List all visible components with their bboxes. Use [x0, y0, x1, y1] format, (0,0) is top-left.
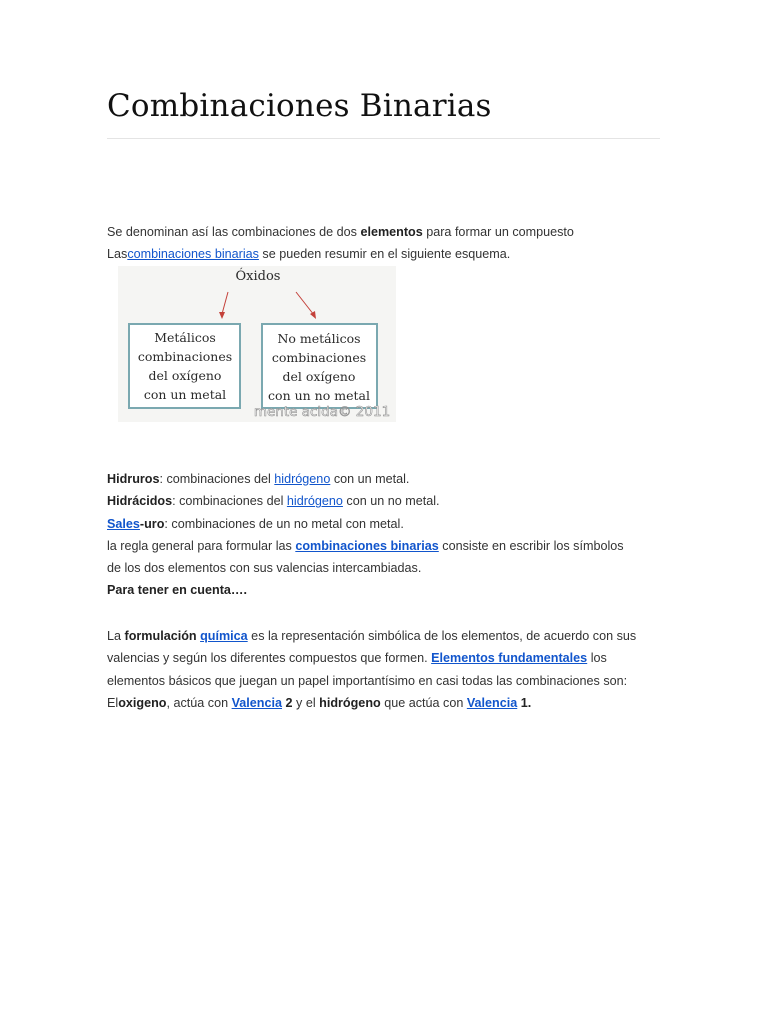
form-text: El	[107, 695, 119, 710]
regla-line-1	[107, 535, 667, 557]
def-text: : combinaciones de un no metal con metal.	[164, 516, 404, 531]
def-hidracidos	[107, 490, 667, 512]
formulacion-paragraph	[107, 625, 667, 714]
intro-line-2	[107, 243, 667, 265]
link-hidrogeno[interactable]: hidrógeno	[274, 472, 331, 486]
para-tener-en-cuenta	[107, 579, 667, 601]
form-text: , actúa con	[166, 695, 232, 710]
term-hidracidos: Hidrácidos	[107, 494, 173, 509]
left-box-line: Metálicos	[154, 330, 216, 345]
value-valencia-1: 1.	[517, 695, 532, 710]
form-line-4	[107, 692, 667, 714]
form-text: los	[587, 651, 607, 666]
regla-line-2: de los dos elementos con sus valencias intercambiadas.	[107, 561, 422, 576]
left-box-line: del oxígeno	[148, 368, 222, 383]
def-text: la regla general para formular las	[107, 538, 296, 553]
form-line-2	[107, 647, 667, 669]
intro-text: se pueden resumir en el siguiente esquema.	[258, 247, 511, 262]
link-combinaciones-binarias[interactable]: combinaciones binarias	[127, 247, 259, 262]
term-oxigeno: oxigeno	[118, 695, 167, 710]
value-valencia-2: 2	[282, 695, 293, 710]
diagram-top-label: Óxidos	[235, 269, 281, 284]
right-box-line: No metálicos	[277, 331, 361, 346]
link-hidrogeno[interactable]: hidrógeno	[286, 494, 343, 509]
def-hidruros	[107, 468, 667, 490]
def-text: consiste en escribir los símbolos	[438, 538, 624, 553]
right-box-line: con un no metal	[268, 388, 370, 403]
term-elementos: elementos	[360, 225, 423, 239]
form-text: que actúa con	[380, 695, 467, 710]
link-sales[interactable]: Sales	[107, 516, 140, 531]
link-valencia[interactable]: Valencia	[466, 695, 518, 710]
form-line-3: elementos básicos que juegan un papel importantísimo en casi todas las combinaciones son:	[107, 673, 628, 688]
definitions-paragraph	[107, 468, 667, 602]
page-title: Combinaciones Binarias	[107, 88, 492, 124]
left-box-line: combinaciones	[137, 349, 233, 364]
form-text: es la representación simbólica de los elementos, de acuerdo con sus	[247, 629, 637, 643]
def-text: : combinaciones del	[159, 472, 275, 486]
title-divider	[107, 138, 660, 139]
term-uro: -uro	[139, 516, 165, 531]
right-box-line: del oxígeno	[282, 369, 356, 384]
term-formulacion: formulación	[124, 629, 197, 643]
intro-paragraph	[107, 221, 667, 266]
link-elementos-fundamentales[interactable]: Elementos fundamentales	[431, 651, 588, 666]
link-combinaciones-binarias[interactable]: combinaciones binarias	[295, 538, 439, 553]
intro-text: Se denominan así las combinaciones de dos	[107, 225, 361, 239]
heading-para-tener-en-cuenta: Para tener en cuenta….	[107, 583, 247, 598]
term-hidrogeno: hidrógeno	[319, 695, 381, 710]
def-text: con un no metal.	[342, 494, 440, 509]
intro-text: para formar un compuesto	[422, 225, 574, 239]
def-sales	[107, 513, 667, 535]
watermark-text: mente acida© 2011	[253, 404, 391, 420]
form-text: y el	[292, 695, 320, 710]
def-text: con un metal.	[330, 472, 410, 486]
form-text: valencias y según los diferentes compuestos que formen.	[107, 651, 432, 666]
intro-line-1	[107, 221, 667, 243]
def-text: : combinaciones del	[172, 494, 287, 509]
left-box-line: con un metal	[143, 387, 227, 402]
form-line-1	[107, 625, 667, 647]
form-text: La	[107, 629, 125, 643]
oxidos-diagram-image	[118, 266, 396, 422]
link-valencia[interactable]: Valencia	[231, 695, 283, 710]
right-box-line: combinaciones	[271, 350, 367, 365]
term-hidruros: Hidruros	[107, 472, 160, 486]
link-quimica[interactable]: química	[200, 629, 248, 643]
intro-text: Las	[107, 247, 128, 262]
